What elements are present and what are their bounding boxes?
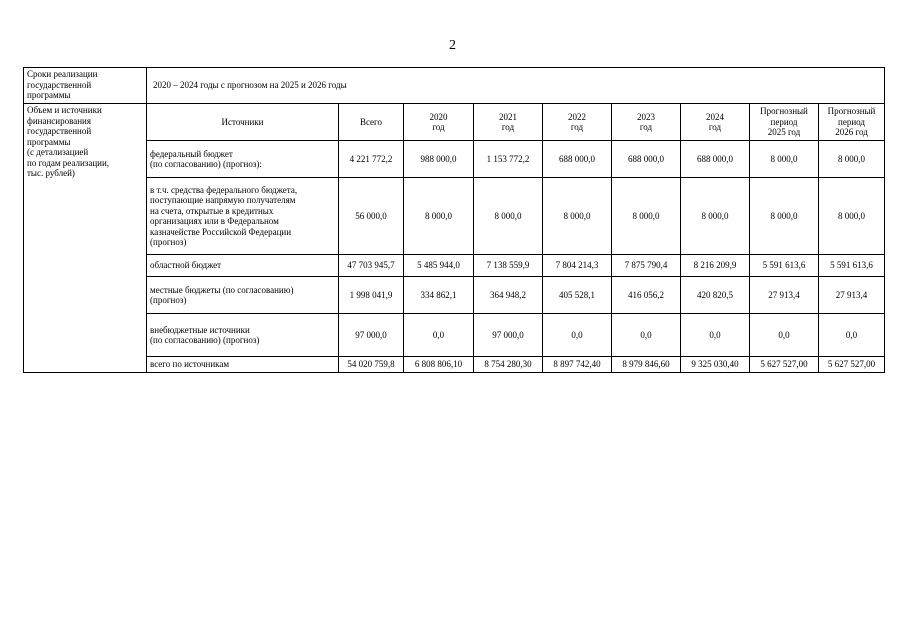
table-row — [24, 314, 885, 357]
value-cell: 1 998 041,9 — [339, 277, 404, 314]
table-row — [24, 178, 885, 255]
header-2024: 2024 год — [681, 104, 750, 141]
period-row — [24, 68, 885, 104]
value-cell: 5 591 613,6 — [819, 255, 885, 277]
value-cell: 97 000,0 — [474, 314, 543, 357]
value-cell: 7 875 790,4 — [612, 255, 681, 277]
finance-label: Объем и источники финансирования государственной программы (с детализацией по годам реализации, тыс. рублей) — [24, 104, 147, 373]
header-2026: Прогнозный период 2026 год — [819, 104, 885, 141]
value-cell: 47 703 945,7 — [339, 255, 404, 277]
value-cell: 8 000,0 — [612, 178, 681, 255]
header-2020: 2020 год — [404, 104, 474, 141]
finance-header-row — [24, 104, 885, 141]
value-cell: 8 000,0 — [404, 178, 474, 255]
value-cell: 6 808 806,10 — [404, 357, 474, 373]
header-2022: 2022 год — [543, 104, 612, 141]
value-cell: 334 862,1 — [404, 277, 474, 314]
value-cell: 8 897 742,40 — [543, 357, 612, 373]
program-passport-table — [23, 67, 885, 373]
value-cell: 0,0 — [543, 314, 612, 357]
value-cell: 0,0 — [404, 314, 474, 357]
source-total: всего по источникам — [147, 357, 339, 373]
value-cell: 0,0 — [612, 314, 681, 357]
value-cell: 8 000,0 — [750, 141, 819, 178]
value-cell: 0,0 — [819, 314, 885, 357]
value-cell: 364 948,2 — [474, 277, 543, 314]
table-row — [24, 141, 885, 178]
value-cell: 5 627 527,00 — [819, 357, 885, 373]
value-cell: 8 979 846,60 — [612, 357, 681, 373]
value-cell: 27 913,4 — [750, 277, 819, 314]
value-cell: 4 221 772,2 — [339, 141, 404, 178]
total-row — [24, 357, 885, 373]
header-2025: Прогнозный период 2025 год — [750, 104, 819, 141]
value-cell: 97 000,0 — [339, 314, 404, 357]
value-cell: 54 020 759,8 — [339, 357, 404, 373]
value-cell: 8 000,0 — [819, 141, 885, 178]
value-cell: 688 000,0 — [543, 141, 612, 178]
value-cell: 688 000,0 — [681, 141, 750, 178]
source-extrabudgetary: внебюджетные источники (по согласованию) (прогноз) — [147, 314, 339, 357]
value-cell: 8 000,0 — [543, 178, 612, 255]
source-federal: федеральный бюджет (по согласованию) (прогноз): — [147, 141, 339, 178]
value-cell: 688 000,0 — [612, 141, 681, 178]
value-cell: 56 000,0 — [339, 178, 404, 255]
value-cell: 8 000,0 — [681, 178, 750, 255]
value-cell: 5 627 527,00 — [750, 357, 819, 373]
value-cell: 8 216 209,9 — [681, 255, 750, 277]
value-cell: 8 000,0 — [474, 178, 543, 255]
period-label: Сроки реализации государственной программы — [24, 68, 147, 104]
table-row — [24, 255, 885, 277]
source-local: местные бюджеты (по согласованию) (прогноз) — [147, 277, 339, 314]
value-cell: 27 913,4 — [819, 277, 885, 314]
source-federal-direct: в т.ч. средства федерального бюджета, поступающие напрямую получателям на счета, открытые в кредитных организациях или в Федеральном казначействе Российской Федерации (прогноз) — [147, 178, 339, 255]
value-cell: 9 325 030,40 — [681, 357, 750, 373]
value-cell: 0,0 — [681, 314, 750, 357]
value-cell: 5 591 613,6 — [750, 255, 819, 277]
value-cell: 988 000,0 — [404, 141, 474, 178]
value-cell: 7 138 559,9 — [474, 255, 543, 277]
header-2023: 2023 год — [612, 104, 681, 141]
value-cell: 8 000,0 — [750, 178, 819, 255]
page-number: 2 — [449, 38, 456, 53]
header-2021: 2021 год — [474, 104, 543, 141]
value-cell: 5 485 944,0 — [404, 255, 474, 277]
value-cell: 7 804 214,3 — [543, 255, 612, 277]
value-cell: 1 153 772,2 — [474, 141, 543, 178]
value-cell: 0,0 — [750, 314, 819, 357]
value-cell: 420 820,5 — [681, 277, 750, 314]
value-cell: 416 056,2 — [612, 277, 681, 314]
header-sources: Источники — [147, 104, 339, 141]
header-total: Всего — [339, 104, 404, 141]
table-row — [24, 277, 885, 314]
period-value: 2020 – 2024 годы с прогнозом на 2025 и 2026 годы — [147, 68, 885, 104]
value-cell: 8 754 280,30 — [474, 357, 543, 373]
value-cell: 8 000,0 — [819, 178, 885, 255]
value-cell: 405 528,1 — [543, 277, 612, 314]
source-regional: областной бюджет — [147, 255, 339, 277]
